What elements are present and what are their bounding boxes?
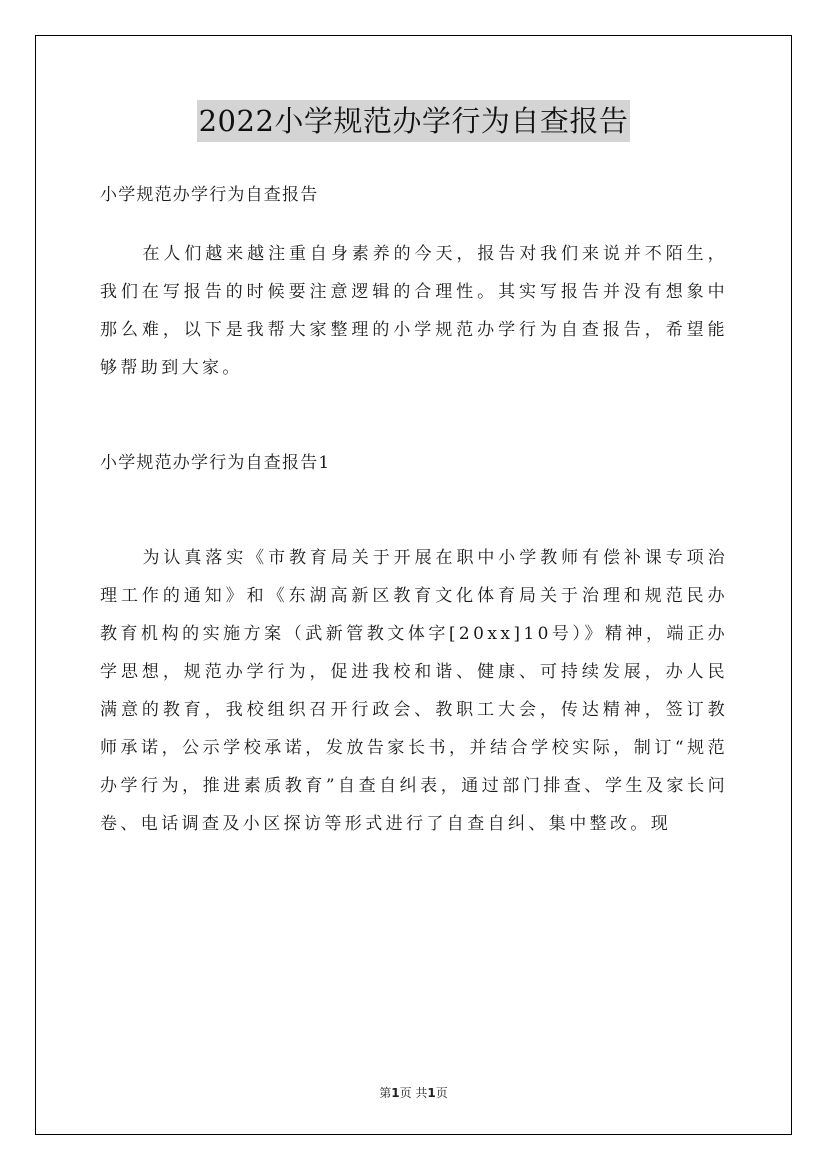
spacer xyxy=(100,482,728,539)
page-footer xyxy=(0,1084,827,1101)
document-title: 2022小学规范办学行为自查报告 xyxy=(197,100,631,142)
spacer xyxy=(100,387,728,444)
document-body xyxy=(100,176,728,843)
page-label-mid: 页 共 xyxy=(399,1086,428,1100)
intro-paragraph: 在人们越来越注重自身素养的今天，报告对我们来说并不陌生，我们在写报告的时候要注意逻辑的合理性。其实写报告并没有想象中那么难，以下是我帮大家整理的小学规范办学行为自查报告，希望能够帮助到大家。 xyxy=(100,244,728,378)
document-subtitle: 小学规范办学行为自查报告 xyxy=(100,185,319,205)
body-paragraph: 为认真落实《市教育局关于开展在职中小学教师有偿补课专项治理工作的通知》和《东湖高新区教育文化体育局关于治理和规范民办教育机构的实施方案（武新管教文体字[20xx]10号）》精神，端正办学思想，规范办学行为，促进我校和谐、健康、可持续发展，办人民满意的教育，我校组织召开行政会、教职工大会，传达精神，签订教师承诺，公示学校承诺，发放告家长书，并结合学校实际，制订“规范办学行为，推进素质教育”自查自纠表，通过部门排查、学生及家长问卷、电话调查及小区探访等形式进行了自查自纠、集中整改。现 xyxy=(100,548,728,834)
title-container xyxy=(0,100,827,142)
section-heading: 小学规范办学行为自查报告1 xyxy=(100,453,331,473)
page-label-suffix: 页 xyxy=(435,1086,448,1100)
spacer xyxy=(100,214,728,235)
page-current-number: 1 xyxy=(391,1086,400,1100)
page-label-prefix: 第 xyxy=(379,1086,392,1100)
page-total-number: 1 xyxy=(427,1086,436,1100)
